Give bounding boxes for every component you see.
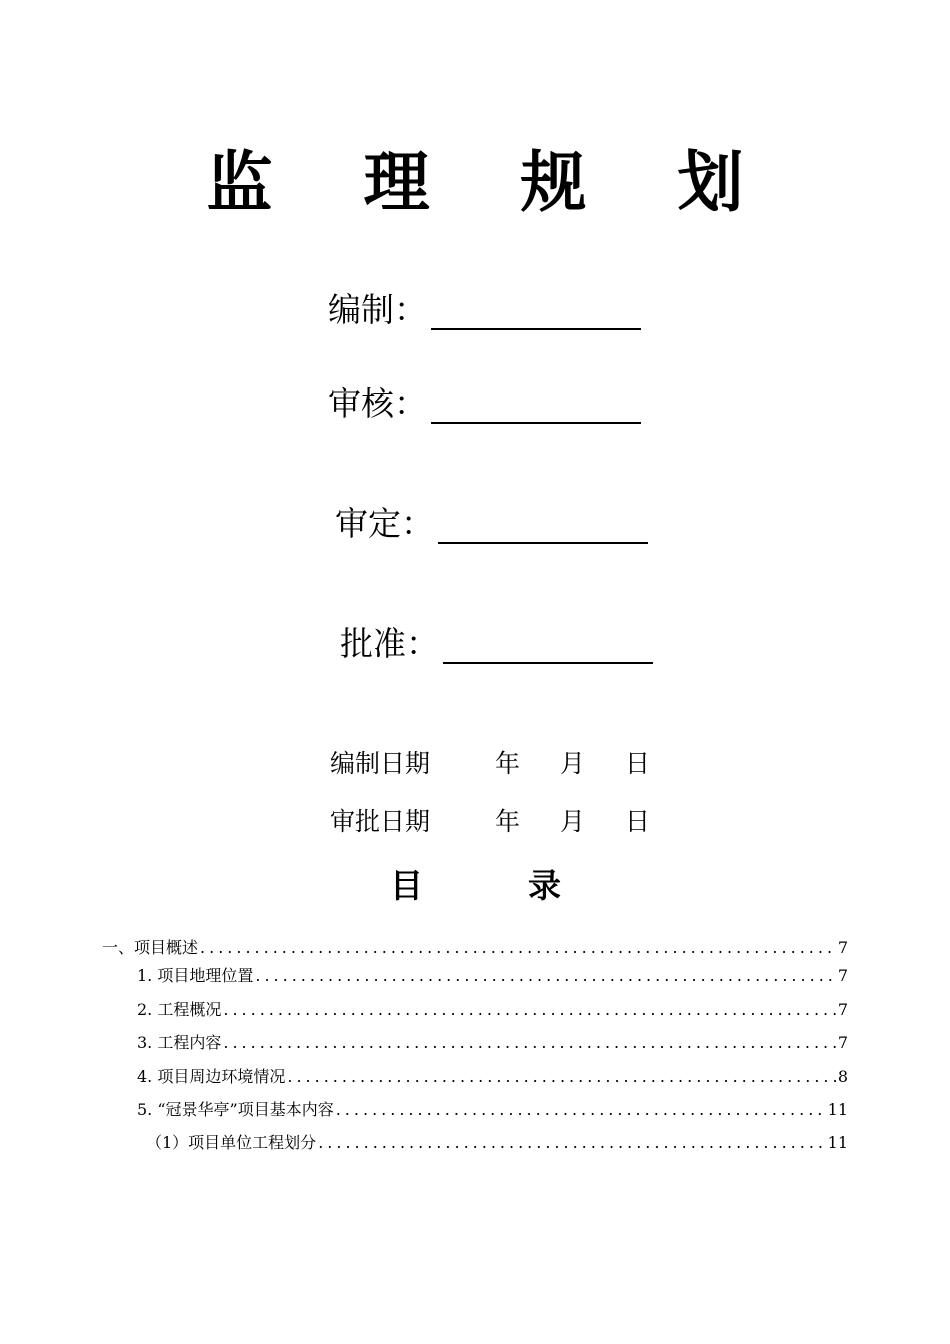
toc-heading-left: 目 <box>390 866 423 905</box>
toc-entry-text: 3. 工程内容 <box>137 1033 222 1052</box>
toc-leader-dots <box>334 1098 826 1122</box>
signature-label: 审核： <box>328 384 427 423</box>
signature-row-review <box>328 384 641 424</box>
date-label: 审批日期 <box>330 807 431 836</box>
toc-entry[interactable] <box>137 1065 848 1089</box>
date-year: 年 <box>495 749 521 778</box>
signature-label: 编制： <box>328 290 427 329</box>
date-day: 日 <box>625 749 651 778</box>
toc-heading-right: 录 <box>528 866 561 905</box>
toc-leader-dots <box>253 964 835 988</box>
toc-entry-text: 一、项目概述 <box>102 938 199 957</box>
toc-entry-text: 1. 项目地理位置 <box>137 966 254 985</box>
date-label: 编制日期 <box>330 749 431 778</box>
toc-entry-page: 8 <box>837 1067 848 1086</box>
toc-entry-page: 7 <box>837 938 848 957</box>
toc-leader-dots <box>316 1131 825 1155</box>
toc-entry-page: 11 <box>827 1100 848 1119</box>
toc-entry[interactable] <box>137 998 848 1022</box>
signature-blank-line <box>431 292 641 330</box>
toc-leader-dots <box>285 1065 835 1089</box>
toc-entry[interactable] <box>137 1098 848 1122</box>
signature-row-finalize <box>335 504 648 544</box>
toc-heading <box>0 860 950 910</box>
toc-entry-text: 2. 工程概况 <box>137 1000 222 1019</box>
date-year: 年 <box>495 807 521 836</box>
toc-entry[interactable] <box>137 964 848 988</box>
signature-blank-line <box>438 506 648 544</box>
toc-entry[interactable] <box>146 1131 848 1155</box>
toc-entry[interactable] <box>102 936 848 960</box>
toc-leader-dots <box>221 998 835 1022</box>
date-month: 月 <box>560 749 586 778</box>
signature-label: 批准： <box>340 624 439 663</box>
date-day: 日 <box>625 807 651 836</box>
toc-entry-page: 7 <box>837 966 848 985</box>
signature-row-approve <box>340 624 653 664</box>
signature-blank-line <box>431 386 641 424</box>
toc-entry-text: 5. “冠景华亭”项目基本内容 <box>137 1100 334 1119</box>
date-month: 月 <box>560 807 586 836</box>
toc-entry[interactable] <box>137 1031 848 1055</box>
toc-entry-text: 4. 项目周边环境情况 <box>137 1067 286 1086</box>
page-title: 监 理 规 划 <box>206 144 778 221</box>
toc-entry-page: 7 <box>837 1000 848 1019</box>
toc-leader-dots <box>221 1031 835 1055</box>
signature-blank-line <box>443 626 653 664</box>
toc-entry-page: 7 <box>837 1033 848 1052</box>
signature-label: 审定： <box>335 504 434 543</box>
toc-leader-dots <box>198 936 836 960</box>
signature-row-compile <box>328 290 641 330</box>
toc-entry-text: （1）项目单位工程划分 <box>146 1133 317 1152</box>
toc-entry-page: 11 <box>827 1133 848 1152</box>
